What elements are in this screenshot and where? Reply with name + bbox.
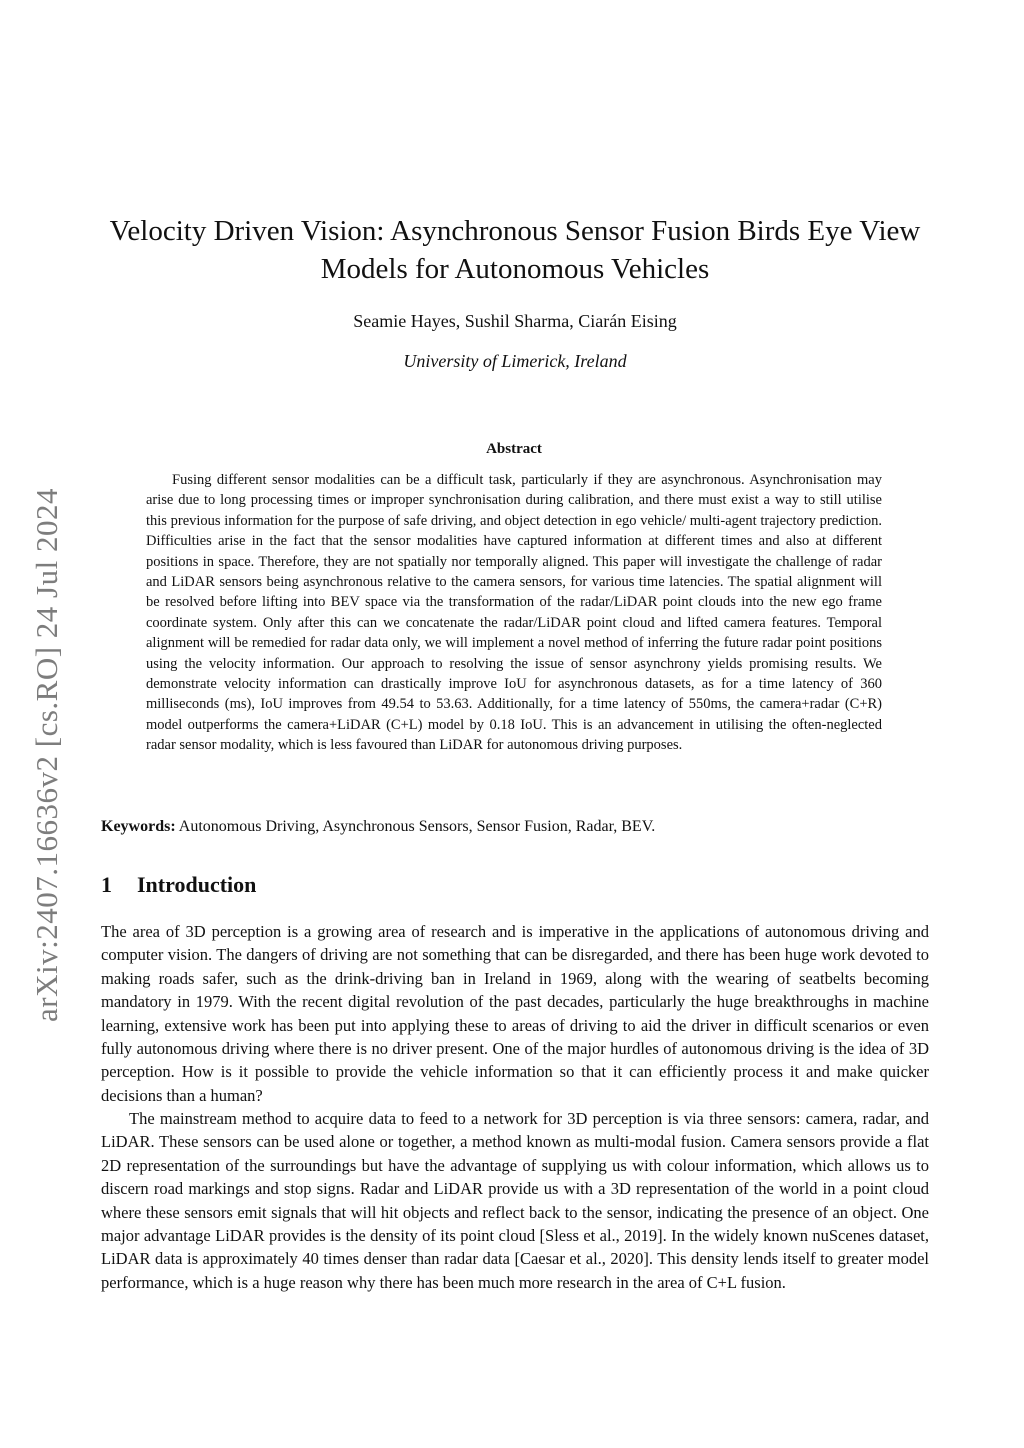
author-list: Seamie Hayes, Sushil Sharma, Ciarán Eising (353, 311, 677, 331)
keywords-text: Autonomous Driving, Asynchronous Sensors, Sensor Fusion, Radar, BEV. (178, 818, 656, 835)
paper-title: Velocity Driven Vision: Asynchronous Sensor Fusion Birds Eye View Models for Autonomous Vehicles (109, 215, 921, 285)
body-paragraph: The area of 3D perception is a growing area of research and is imperative in the applications of autonomous driving and computer vision. The dangers of driving are not something that can be disregarded, and there has been huge work devoted to making roads safer, such as the drink-driving ban in Ireland in 1969, along with the wearing of seatbelts becoming mandatory in 1979. With the recent digital revolution of the past decades, particularly the huge breakthroughs in machine learning, extensive work has been put into applying these to areas of driving to aid the driver in difficult scenarios or even fully autonomous driving where there is no driver present. One of the major hurdles of autonomous driving is the idea of 3D perception. How is it possible to provide the vehicle information so that it can efficiently process it and make quicker decisions than a human? (101, 922, 929, 1105)
abstract-heading: Abstract (486, 441, 542, 457)
abstract-text: Fusing different sensor modalities can be a difficult task, particularly if they are asynchronous. Asynchronisation may arise due to long processing times or improper synchronisation during calibration, and there must exist a way to still utilise this previous information for the purpose of safe driving, and object detection in ego vehicle/ multi-agent trajectory prediction. Difficulties arise in the fact that the sensor modalities have captured information at different times and also at different positions in space. Therefore, they are not spatially nor temporally aligned. This paper will investigate the challenge of radar and LiDAR sensors being asynchronous relative to the camera sensors, for various time latencies. The spatial alignment will be resolved before lifting into BEV space via the transformation of the radar/LiDAR point clouds into the new ego frame coordinate system. Only after this can we concatenate the radar/LiDAR point cloud and lifted camera features. Temporal alignment will be remedied for radar data only, we will implement a novel method of inferring the future radar point positions using the velocity information. Our approach to resolving the issue of sensor asynchrony yields promising results. We demonstrate velocity information can drastically improve IoU for asynchronous datasets, as for a time latency of 360 milliseconds (ms), IoU improves from 49.54 to 53.63. Additionally, for a time latency of 550ms, the camera+radar (C+R) model outperforms the camera+LiDAR (C+L) model by 0.18 IoU. This is an advancement in utilising the often-neglected radar sensor modality, which is less favoured than LiDAR for autonomous driving purposes. (146, 472, 882, 754)
section-number: 1 (101, 872, 112, 897)
affiliation: University of Limerick, Ireland (403, 351, 627, 371)
arxiv-identifier-stamp[interactable]: arXiv:2407.16636v2 [cs.RO] 24 Jul 2024 (29, 488, 64, 1022)
section-heading-introduction (101, 872, 256, 898)
section-title: Introduction (137, 872, 257, 897)
keywords-line (101, 818, 931, 836)
body-paragraph: The mainstream method to acquire data to feed to a network for 3D perception is via three sensors: camera, radar, and LiDAR. These sensors can be used alone or together, a method known as multi-modal fusion. Camera sensors provide a flat 2D representation of the surroundings but have the advantage of supplying us with colour information, which allows us to discern road markings and stop signs. Radar and LiDAR provide us with a 3D representation of the world in a point cloud where these sensors emit signals that will hit objects and reflect back to the sensor, indicating the presence of an object. One major advantage LiDAR provides is the density of its point cloud [Sless et al., 2019]. In the widely known nuScenes dataset, LiDAR data is approximately 40 times denser than radar data [Caesar et al., 2020]. This density lends itself to greater model performance, which is a huge reason why there has been much more research in the area of C+L fusion. (101, 1109, 929, 1292)
keywords-label: Keywords: (101, 818, 176, 835)
